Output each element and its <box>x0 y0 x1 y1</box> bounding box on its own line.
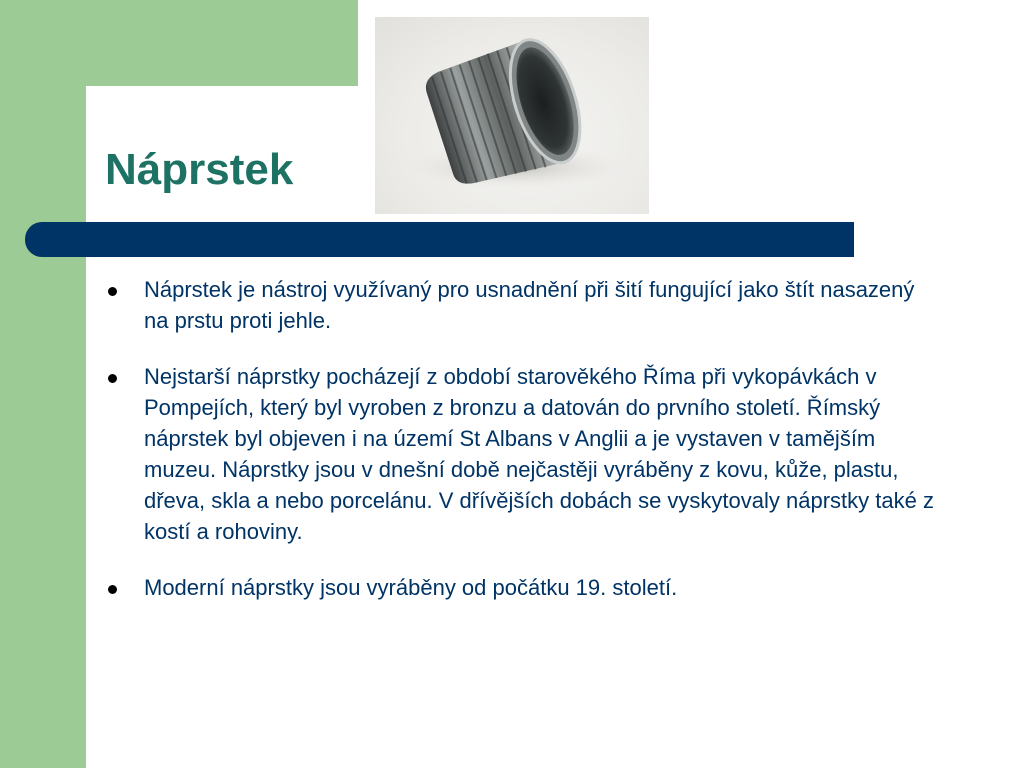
bullet-dot-icon <box>108 374 117 383</box>
bullet-text: Náprstek je nástroj využívaný pro usnadnění při šití fungující jako štít nasazený na prstu proti jehle. <box>144 277 915 333</box>
green-top-block <box>0 0 358 86</box>
bullet-item <box>104 361 944 547</box>
bullet-item <box>104 274 944 336</box>
green-side-band <box>0 0 86 768</box>
title-divider-bar <box>25 222 854 257</box>
thimble-icon <box>375 17 649 214</box>
bullet-item <box>104 572 944 603</box>
bullet-text: Moderní náprstky jsou vyráběny od počátku 19. století. <box>144 575 678 600</box>
bullet-dot-icon <box>108 585 117 594</box>
slide-title: Náprstek <box>105 145 294 194</box>
bullet-dot-icon <box>108 287 117 296</box>
bullet-list <box>104 274 944 628</box>
thimble-photo <box>375 17 649 214</box>
bullet-text: Nejstarší náprstky pocházejí z období starověkého Říma při vykopávkách v Pompejích, který byl vyroben z bronzu a datován do prvního století. Římský náprstek byl objeven i na území St Albans v Anglii a je vystaven v tamějším muzeu. Náprstky jsou v dnešní době nejčastěji vyráběny z kovu, kůže, plastu, dřeva, skla a nebo porcelánu. V dřívějších dobách se vyskytovaly náprstky také z kostí a rohoviny. <box>144 364 934 544</box>
